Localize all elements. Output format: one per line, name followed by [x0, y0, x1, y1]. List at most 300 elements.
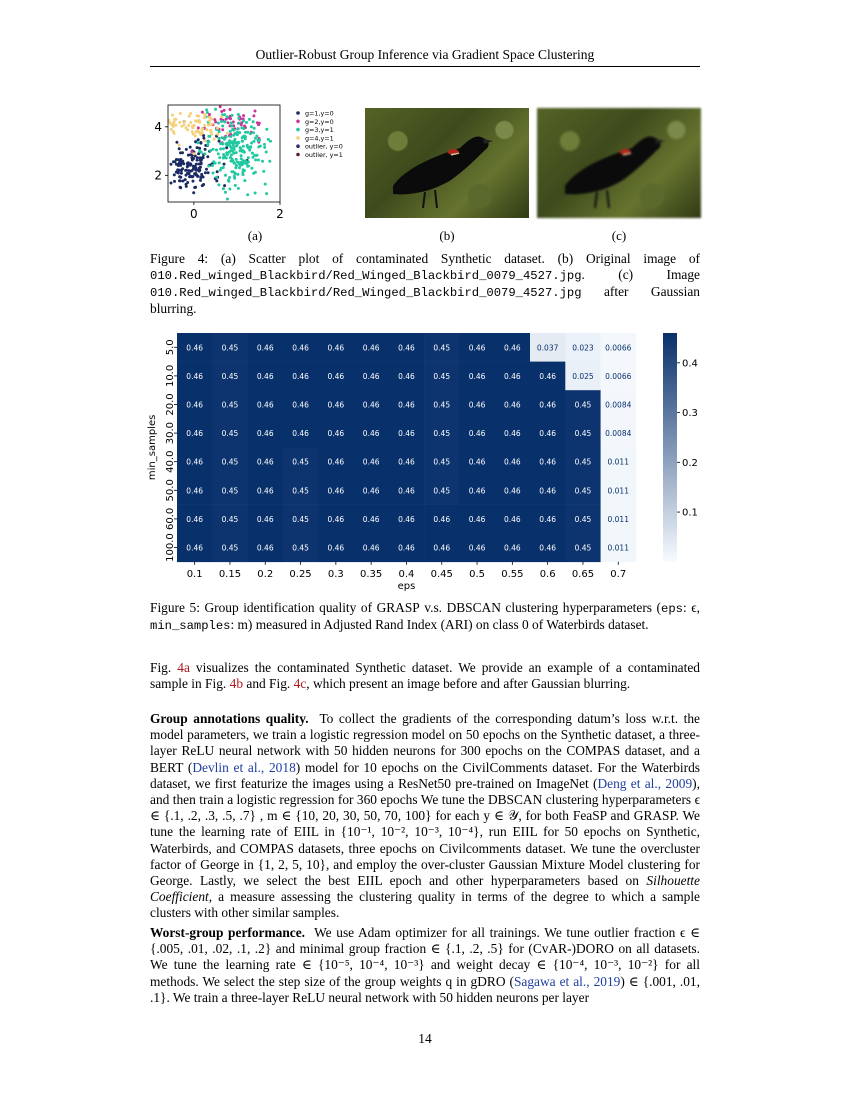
heatmap-cell-label: 0.46 [503, 457, 521, 467]
scatter-point-2-226 [246, 131, 249, 134]
heatmap-xtick-label: 0.1 [186, 568, 203, 580]
heatmap-cell-label: 0.46 [398, 514, 415, 524]
heatmap-cell-label: 0.46 [292, 400, 309, 410]
scatter-point-2-143 [196, 141, 199, 144]
heatmap-ytick-label: 50.0 [165, 479, 176, 502]
scatter-point-0-93 [197, 138, 200, 141]
heatmap-ytick-label: 20.0 [165, 393, 176, 416]
scatter-point-0-96 [215, 179, 218, 182]
colorbar-tick-label: 0.3 [682, 408, 698, 420]
scatter-legend-label: g=4,y=1 [305, 134, 334, 143]
scatter-point-2-67 [226, 198, 229, 201]
heatmap-cell-label: 0.46 [256, 400, 274, 410]
heatmap-cell-label: 0.46 [256, 486, 274, 496]
heatmap-cell-label: 0.46 [362, 543, 380, 553]
scatter-point-0-113 [187, 154, 190, 157]
scatter-point-3-61 [208, 123, 211, 126]
scatter-point-2-151 [237, 113, 240, 116]
scatter-point-0-144 [178, 147, 181, 150]
heatmap-cell-label: 0.45 [292, 486, 309, 496]
heatmap-cell-label: 0.46 [186, 343, 204, 353]
heatmap-cell-label: 0.011 [607, 486, 629, 496]
heatmap-cell-label: 0.46 [327, 486, 345, 496]
heatmap-cell-label: 0.46 [433, 543, 451, 553]
scatter-ytick-label: 2 [154, 168, 162, 183]
heatmap-cell-label: 0.46 [186, 486, 204, 496]
heatmap-cell-label: 0.46 [468, 543, 486, 553]
scatter-point-2-175 [217, 122, 220, 125]
scatter-point-0-150 [185, 185, 188, 188]
scatter-point-2-162 [233, 175, 236, 178]
heatmap-cell-label: 0.45 [221, 514, 239, 524]
scatter-point-0-151 [178, 179, 181, 182]
scatter-point-2-142 [220, 120, 223, 123]
scatter-point-2-210 [240, 161, 243, 164]
scatter-point-3-2 [193, 152, 196, 155]
heatmap-cell-label: 0.46 [327, 543, 345, 553]
heatmap-cell-label: 0.45 [221, 486, 239, 496]
scatter-point-2-198 [232, 152, 235, 155]
scatter-legend-label: g=3,y=1 [305, 126, 334, 135]
heatmap-cell-label: 0.46 [186, 457, 204, 467]
scatter-point-0-54 [204, 148, 207, 151]
scatter-point-3-56 [203, 124, 206, 127]
scatter-point-0-15 [170, 163, 173, 166]
scatter-point-3-55 [170, 128, 173, 131]
scatter-point-1-53 [190, 150, 193, 153]
scatter-point-2-229 [268, 160, 271, 163]
heatmap-cell-label: 0.46 [186, 371, 204, 381]
scatter-point-2-32 [242, 145, 245, 148]
scatter-point-2-199 [243, 135, 246, 138]
scatter-point-0-31 [216, 170, 219, 173]
heatmap-cell-label: 0.45 [221, 543, 239, 553]
scatter-point-2-224 [223, 155, 226, 158]
scatter-point-2-135 [223, 120, 226, 123]
scatter-point-2-141 [226, 153, 229, 156]
figure5-caption: Figure 5: Group identification quality of GRASP v.s. DBSCAN clustering hyperparameters (eps: ϵ, min_samples: m) measured in Adjusted Rand Index (ARI) on class 0 of Waterbirds dataset. [150, 600, 700, 633]
scatter-point-2-134 [240, 154, 243, 157]
heatmap-ytick-label: 30.0 [165, 421, 176, 445]
scatter-point-2-225 [218, 137, 221, 140]
scatter-point-2-185 [219, 148, 222, 151]
heatmap-cell-label: 0.0084 [605, 429, 632, 439]
heatmap-cell-label: 0.46 [468, 514, 486, 524]
scatter-point-2-156 [228, 176, 231, 179]
heatmap-cell-label: 0.46 [503, 343, 521, 353]
scatter-point-3-19 [173, 118, 176, 121]
heatmap-cell-label: 0.46 [539, 371, 557, 381]
scatter-point-2-83 [253, 127, 256, 130]
heatmap-cell-label: 0.45 [433, 400, 451, 410]
scatter-point-3-53 [208, 119, 211, 122]
heatmap-cell-label: 0.46 [539, 543, 557, 553]
heatmap-cell-label: 0.45 [292, 543, 309, 553]
scatter-point-2-208 [269, 140, 272, 143]
scatter-point-2-78 [203, 152, 206, 155]
cite-sagawa[interactable]: Sagawa et al., 2019 [513, 973, 621, 989]
heatmap-xtick-label: 0.7 [610, 568, 627, 580]
scatter-point-2-132 [221, 143, 224, 146]
scatter-point-2-123 [245, 121, 248, 124]
scatter-point-2-23 [218, 156, 221, 159]
heatmap-cell-label: 0.45 [574, 514, 592, 524]
scatter-point-0-16 [184, 169, 187, 172]
scatter-point-0-120 [193, 186, 196, 189]
page-number: 14 [418, 1031, 432, 1046]
scatter-point-1-5 [229, 108, 232, 111]
scatter-point-0-78 [196, 146, 199, 149]
heatmap-cell-label: 0.45 [221, 457, 239, 467]
scatter-point-2-95 [253, 140, 256, 143]
heatmap-cell-label: 0.46 [539, 400, 557, 410]
heatmap-xtick-label: 0.45 [430, 568, 453, 580]
scatter-point-2-212 [209, 149, 212, 152]
colorbar-tick-label: 0.2 [682, 457, 698, 469]
scatter-point-0-128 [179, 151, 182, 154]
cite-deng[interactable]: Deng et al., 2009 [597, 775, 693, 791]
scatter-point-0-119 [196, 156, 199, 159]
colorbar-tick-label: 0.1 [682, 507, 698, 519]
heatmap-cell-label: 0.46 [327, 343, 345, 353]
heatmap-cell-label: 0.45 [221, 429, 239, 439]
scatter-point-0-104 [202, 137, 205, 140]
heatmap-cell-label: 0.45 [574, 429, 592, 439]
scatter-legend-label: outlier, y=0 [305, 142, 343, 151]
scatter-point-0-81 [189, 146, 192, 149]
scatter-point-2-214 [214, 108, 217, 111]
scatter-point-0-5 [192, 191, 195, 194]
heatmap-ytick-label: 60.0 [165, 507, 176, 531]
scatter-point-3-63 [178, 121, 181, 124]
scatter-point-0-153 [199, 166, 202, 169]
scatter-point-3-47 [201, 127, 204, 130]
scatter-point-3-32 [188, 115, 191, 118]
scatter-point-3-66 [203, 116, 206, 119]
heatmap-cell-label: 0.45 [221, 400, 239, 410]
scatter-point-2-221 [222, 147, 225, 150]
heatmap-cell-label: 0.011 [607, 543, 629, 553]
scatter-point-3-23 [180, 125, 183, 128]
heatmap-cell-label: 0.46 [327, 371, 345, 381]
scatter-point-2-160 [234, 184, 237, 187]
heatmap-cell-label: 0.45 [574, 457, 592, 467]
scatter-point-0-130 [170, 182, 173, 185]
scatter-point-3-65 [196, 129, 199, 132]
scatter-point-2-24 [252, 120, 255, 123]
scatter-point-2-149 [256, 154, 259, 157]
scatter-point-0-20 [197, 152, 200, 155]
heatmap-cell-label: 0.011 [607, 514, 629, 524]
scatter-point-2-203 [231, 158, 234, 161]
scatter-point-2-216 [236, 173, 239, 176]
scatter-point-0-40 [185, 174, 188, 177]
scatter-point-3-27 [220, 115, 223, 118]
scatter-point-2-136 [264, 183, 267, 186]
scatter-point-2-73 [262, 170, 265, 173]
scatter-point-2-68 [218, 161, 221, 164]
heatmap-cell-label: 0.46 [186, 514, 204, 524]
scatter-ytick-label: 4 [154, 119, 162, 134]
scatter-xtick-label: 2 [276, 207, 284, 220]
scatter-point-3-0 [189, 121, 192, 124]
scatter-point-2-11 [215, 149, 218, 152]
scatter-point-2-79 [236, 128, 239, 131]
scatter-point-2-40 [242, 127, 245, 130]
scatter-point-3-29 [195, 120, 198, 123]
scatter-point-0-157 [187, 164, 190, 167]
scatter-point-2-98 [247, 156, 250, 159]
scatter-point-0-23 [175, 141, 178, 144]
scatter-point-3-69 [173, 120, 176, 123]
heatmap-cell-label: 0.46 [503, 514, 521, 524]
scatter-point-2-44 [250, 125, 253, 128]
scatter-point-3-37 [216, 127, 219, 130]
heatmap-cell-label: 0.46 [539, 514, 557, 524]
heatmap-ylabel: min_samples [147, 414, 158, 481]
scatter-point-2-167 [232, 170, 235, 173]
scatter-point-3-16 [187, 124, 190, 127]
heatmap-xtick-label: 0.25 [289, 568, 312, 580]
paragraph-figure-description: Fig. 4a visualizes the contaminated Synthetic dataset. We provide an example of a contaminated sample in Fig. 4b and Fig. 4c, which present an image before and after Gaussian blurring. [150, 660, 700, 692]
scatter-point-0-135 [189, 170, 192, 173]
heatmap-cell-label: 0.46 [503, 429, 521, 439]
scatter-point-0-21 [163, 141, 166, 144]
heatmap-xtick-label: 0.4 [398, 568, 415, 580]
scatter-point-2-218 [245, 162, 248, 165]
panel-label-c: (c) [611, 228, 627, 243]
scatter-point-3-45 [209, 129, 212, 132]
scatter-point-2-8 [212, 172, 215, 175]
scatter-point-2-137 [230, 154, 233, 157]
scatter-point-2-139 [226, 115, 229, 118]
heatmap-cell-label: 0.46 [292, 429, 309, 439]
scatter-legend-label: g=2,y=0 [305, 117, 334, 126]
scatter-point-0-149 [179, 176, 182, 179]
heatmap-cell-label: 0.45 [433, 371, 451, 381]
heatmap-cell-label: 0.46 [327, 429, 345, 439]
heatmap-xtick-label: 0.65 [571, 568, 595, 580]
scatter-point-1-26 [221, 128, 224, 131]
scatter-point-1-9 [227, 121, 230, 124]
scatter-point-2-192 [247, 165, 250, 168]
scatter-point-0-92 [200, 161, 203, 164]
heatmap-ytick-label: 40.0 [165, 450, 176, 473]
heatmap-cell-label: 0.46 [539, 457, 557, 467]
scatter-point-0-146 [200, 174, 203, 177]
heatmap-cell-label: 0.45 [433, 429, 451, 439]
scatter-point-2-200 [265, 151, 268, 154]
scatter-point-0-126 [198, 147, 201, 150]
heatmap-cell-label: 0.45 [292, 457, 309, 467]
heatmap-cell-label: 0.46 [362, 371, 380, 381]
ref-fig-4b[interactable]: 4b [229, 676, 244, 692]
scatter-point-2-45 [261, 160, 264, 163]
scatter-point-0-82 [204, 171, 207, 174]
scatter-point-1-34 [197, 126, 200, 129]
scatter-point-0-134 [202, 156, 205, 159]
heatmap-cell-label: 0.45 [221, 343, 239, 353]
heatmap-xtick-label: 0.55 [501, 568, 524, 580]
colorbar [663, 333, 677, 562]
scatter-point-2-4 [265, 192, 268, 195]
scatter-point-2-148 [211, 164, 214, 167]
paragraph-worst-group: Worst-group performance. We use Adam optimizer for all trainings. We tune outlier fraction ϵ ∈ {.005, .01, .02, .1, .2} and minimal group fraction ∈ {.1, .2, .5} for (CvAR-)DORO on all datasets. We tune the learning rate ∈ {10⁻⁵, 10⁻⁴, 10⁻³} and weight decay ∈ {10⁻⁴, 10⁻³, 10⁻²} for all methods. We select the step size of the group weights q in gDRO (Sagawa et al., 2019) ∈ {.001, .01, .1}. We train a three-layer ReLU neural network with 50 hidden neurons per layer [150, 925, 700, 1005]
scatter-point-0-107 [197, 168, 200, 171]
cite-devlin[interactable]: Devlin et al., 2018 [192, 759, 296, 775]
scatter-point-0-148 [158, 159, 161, 162]
scatter-point-2-153 [259, 145, 262, 148]
heatmap-cell-label: 0.46 [468, 486, 486, 496]
heatmap-cell-label: 0.037 [536, 343, 559, 353]
heatmap-cell-label: 0.46 [398, 371, 415, 381]
scatter-point-2-176 [246, 145, 249, 148]
scatter-point-2-145 [238, 131, 241, 134]
scatter-point-3-64 [226, 132, 229, 135]
scatter-point-2-63 [232, 129, 235, 132]
heatmap-cell-label: 0.025 [572, 371, 594, 381]
scatter-point-2-81 [235, 145, 238, 148]
heatmap-cell-label: 0.46 [398, 400, 415, 410]
heatmap-xtick-label: 0.6 [539, 568, 556, 580]
figure4-caption: Figure 4: (a) Scatter plot of contaminated Synthetic dataset. (b) Original image of 010.Red_winged_Blackbird/Red_Winged_Blackbird_0079_4527.jpg. (c) Image 010.Red_winged_Blackbird/Red_Winged_Blackbird_0079_4527.jpg after Gaussian blurring. [150, 251, 700, 316]
ref-fig-4a[interactable]: 4a [177, 660, 190, 675]
ref-fig-4c[interactable]: 4c [293, 676, 307, 692]
scatter-point-0-43 [199, 179, 202, 182]
scatter-point-0-131 [207, 171, 210, 174]
heatmap-cell-label: 0.46 [362, 457, 380, 467]
heatmap-cell-label: 0.46 [327, 514, 345, 524]
heatmap-cell-label: 0.46 [327, 400, 345, 410]
heatmap-cell-label: 0.46 [362, 343, 380, 353]
scatter-point-0-112 [185, 148, 188, 151]
scatter-point-0-132 [199, 159, 202, 162]
heatmap-cell-label: 0.46 [468, 400, 486, 410]
heatmap-cell-label: 0.46 [362, 400, 380, 410]
heatmap-cell-label: 0.46 [362, 429, 380, 439]
heatmap-cell-label: 0.46 [292, 343, 309, 353]
scatter-point-0-133 [178, 162, 181, 165]
scatter-point-2-217 [232, 140, 235, 143]
scatter-point-1-22 [252, 114, 255, 117]
scatter-point-2-174 [230, 121, 233, 124]
scatter-point-0-30 [202, 134, 205, 137]
scatter-point-2-0 [206, 111, 209, 114]
scatter-point-0-58 [199, 141, 202, 144]
heatmap-cell-label: 0.023 [572, 343, 594, 353]
scatter-point-3-52 [189, 112, 192, 115]
scatter-point-2-125 [223, 113, 226, 116]
scatter-point-0-66 [173, 180, 176, 183]
heatmap-cell-label: 0.46 [362, 514, 380, 524]
heatmap-cell-label: 0.011 [607, 457, 629, 467]
scatter-point-2-209 [217, 183, 220, 186]
heatmap-cell-label: 0.45 [292, 514, 309, 524]
scatter-point-0-69 [172, 160, 175, 163]
scatter-point-3-67 [193, 124, 196, 127]
heatmap-cell-label: 0.46 [398, 343, 415, 353]
heatmap-cell-label: 0.0084 [605, 400, 632, 410]
heatmap-chart [145, 327, 705, 592]
scatter-point-2-70 [212, 160, 215, 163]
heatmap-cell-label: 0.46 [186, 400, 204, 410]
header-rule [150, 66, 700, 67]
scatter-point-0-125 [173, 173, 176, 176]
scatter-point-2-69 [241, 140, 244, 143]
scatter-point-3-57 [209, 116, 212, 119]
heatmap-cell-label: 0.46 [539, 486, 557, 496]
scatter-legend-label: g=1,y=0 [305, 109, 334, 118]
heatmap-ytick-label: 10.0 [165, 364, 176, 388]
heatmap-cell-label: 0.45 [433, 343, 451, 353]
scatter-point-2-14 [257, 159, 260, 162]
scatter-point-2-93 [219, 169, 222, 172]
heatmap-xlabel: eps [397, 580, 416, 592]
heading-worst-group: Worst-group performance. [150, 925, 306, 940]
heatmap-cell-label: 0.45 [574, 400, 592, 410]
heatmap-cell-label: 0.46 [503, 371, 521, 381]
scatter-point-2-31 [265, 128, 268, 131]
heatmap-cell-label: 0.46 [468, 429, 486, 439]
heatmap-cell-label: 0.46 [468, 371, 486, 381]
scatter-point-0-86 [163, 184, 166, 187]
scatter-point-2-161 [234, 166, 237, 169]
scatter-point-2-110 [287, 153, 290, 156]
blurred-bird-image [537, 108, 701, 218]
heatmap-cell-label: 0.45 [221, 371, 239, 381]
heatmap-cell-label: 0.46 [503, 400, 521, 410]
scatter-legend-marker [296, 144, 300, 148]
heatmap-cell-label: 0.45 [574, 486, 592, 496]
scatter-point-0-139 [194, 168, 197, 171]
scatter-point-2-201 [263, 143, 266, 146]
paragraph-group-annotations: Group annotations quality. To collect the gradients of the corresponding datum’s loss w.r.t. the model parameters, we train a logistic regression model on 50 epochs on the Synthetic dataset, a three-layer ReLU neural network with 50 hidden neurons for 300 epochs on the COMPAS dataset, and a BERT (Devlin et al., 2018) model for 10 epochs on the CivilComments dataset. For the Waterbirds dataset, we first featurize the images using a ResNet50 pre-trained on ImageNet (Deng et al., 2009), and then train a logistic regression for 360 epochs We tune the DBSCAN clustering hyperparameters ϵ ∈ {.1, .2, .3, .5, .7} , m ∈ {10, 20, 30, 50, 70, 100} for each y ∈ 𝒴, for both FeaSP and GRASP. We tune the learning rate of EIIL in {10⁻¹, 10⁻², 10⁻³, 10⁻⁴}, run EIIL for 50 epochs on Synthetic, Waterbirds, and COMPAS datasets, three epochs on Civilcomments dataset. We tune the overcluster factor of George in {1, 2, 5, 10}, and employ the over-cluster Gaussian Mixture Model clustering for George. Lastly, we select the best EIIL epoch and other hyperparameters based on Silhouette Coefficient, a measure assessing the clustering quality in terms of the degree to which a sample clusters with other similar samples. [150, 711, 700, 921]
scatter-point-2-130 [205, 108, 208, 111]
scatter-point-2-188 [226, 142, 229, 145]
heatmap-cell-label: 0.46 [256, 457, 274, 467]
scatter-point-2-120 [242, 120, 245, 123]
scatter-point-3-60 [213, 138, 216, 141]
scatter-point-0-98 [223, 184, 226, 187]
scatter-point-0-147 [192, 180, 195, 183]
scatter-point-1-35 [254, 110, 257, 113]
scatter-plot [150, 100, 370, 220]
heatmap-cell-label: 0.46 [398, 486, 415, 496]
heatmap-cell-label: 0.46 [186, 429, 204, 439]
scatter-legend-marker [296, 153, 300, 157]
scatter-point-1-8 [242, 114, 245, 117]
scatter-point-2-169 [237, 117, 240, 120]
heatmap-cell-label: 0.46 [398, 429, 415, 439]
colorbar-tick-label: 0.4 [682, 358, 698, 370]
scatter-point-0-141 [179, 169, 182, 172]
scatter-point-2-186 [223, 138, 226, 141]
heatmap-cell-label: 0.46 [398, 543, 415, 553]
scatter-point-0-2 [180, 172, 183, 175]
scatter-xtick-label: 0 [190, 207, 198, 220]
heatmap-xtick-label: 0.5 [469, 568, 486, 580]
heatmap-xtick-label: 0.15 [218, 568, 242, 580]
scatter-point-2-227 [236, 142, 239, 145]
scatter-point-0-152 [177, 158, 180, 161]
heatmap-xtick-label: 0.35 [360, 568, 383, 580]
heading-group-annotations: Group annotations quality. [150, 711, 309, 726]
heatmap-ytick-label: 5.0 [165, 339, 176, 356]
heatmap-cell-label: 0.46 [292, 371, 309, 381]
scatter-point-0-138 [179, 186, 182, 189]
heatmap-cell-label: 0.45 [574, 543, 592, 553]
scatter-point-2-2 [235, 158, 238, 161]
